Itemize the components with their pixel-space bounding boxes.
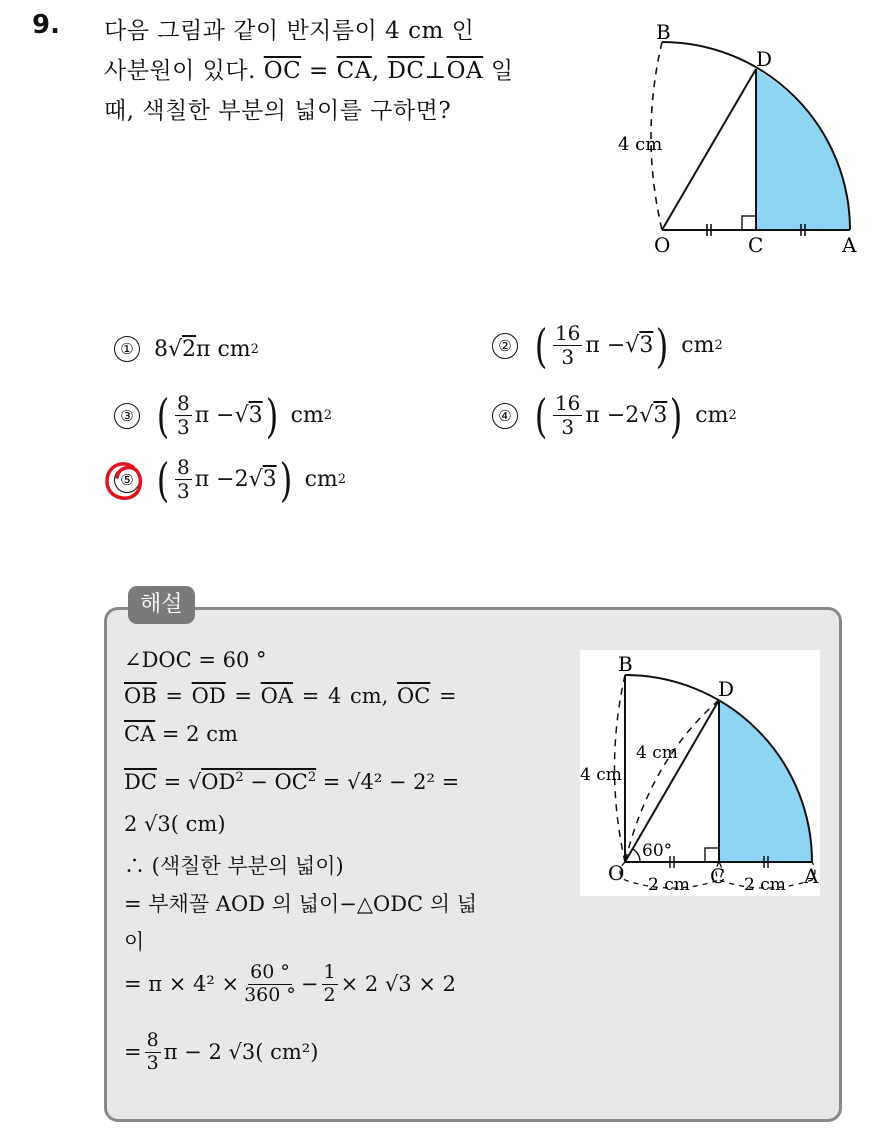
solution-line-8: 이 — [124, 930, 145, 954]
answer-circle-mark — [103, 459, 145, 503]
choice-4[interactable]: ④ ( $\frac{16}{3}$ π − 2 √ 3 ) cm 2 — [492, 392, 737, 439]
solution-line-5: 2 √3( cm) — [124, 812, 226, 836]
sol-label-oc: 2 cm — [648, 875, 690, 895]
choice-1[interactable]: ① 8 √ 2 π cm 2 — [114, 336, 259, 362]
solution-line-10: = $\frac{8}{3}$ π − 2 √3( cm²) — [124, 1029, 319, 1074]
shaded-region — [756, 69, 850, 230]
label-c: C — [748, 233, 764, 257]
sol-label-b: B — [618, 652, 633, 676]
solution-shaded-region — [719, 700, 812, 862]
sol-label-ca: 2 cm — [744, 875, 786, 895]
solution-tag: 해설 — [128, 586, 195, 624]
solution-line-4: $\overline{DC} = √OD^2 - OC^2 = √4^2 - 2^2$ = — [124, 770, 460, 794]
sol-label-o: O — [608, 861, 625, 885]
label-b: B — [656, 20, 671, 44]
solution-line-3: $\overline{CA} = 2$ cm — [124, 722, 238, 746]
solution-line-9: = π × 4² × $\frac{60 ^\circ}{360 ^\circ}$ − $\frac{1}{2}$ × 2 √3 × 2 — [124, 961, 456, 1006]
solution-figure — [580, 650, 820, 896]
solution-line-7: = 부채꼴 AOD 의 넓이−△ODC 의 넓 — [124, 892, 478, 916]
sol-label-radius-diag: 4 cm — [636, 743, 678, 763]
sol-label-c: C — [710, 864, 726, 888]
question-line-3: 때, 색칠한 부분의 넓이를 구하면? — [104, 98, 452, 124]
solution-line-6: ∴ (색칠한 부분의 넓이) — [124, 854, 344, 878]
sol-label-radius-left: 4 cm — [580, 765, 622, 785]
choice-2[interactable]: ② ( $\frac{16}{3}$ π − √ 3 ) cm 2 — [492, 322, 723, 369]
question-line-1: 다음 그림과 같이 반지름이 4 cm 인 — [104, 18, 475, 44]
sol-label-angle: 60° — [642, 841, 673, 861]
question-line-2: 사분원이 있다. $\overline{OC} = \overline{CA}$, $\overline{DC}\perp\overline{OA}$ 일 — [104, 58, 514, 84]
sol-label-a: A — [804, 864, 819, 888]
choice-3[interactable]: ③ ( $\frac{8}{3}$ π − √ 3 ) cm 2 — [114, 392, 332, 439]
solution-line-2: $\overline{OB} = \overline{OD} = \overline{OA} = 4$ cm, $\overline{OC}$ = — [124, 684, 457, 708]
solution-line-1: ∠DOC = 60 ° — [124, 648, 267, 672]
label-radius: 4 cm — [618, 134, 663, 155]
choice-5[interactable]: ⑤ ( $\frac{8}{3}$ π − 2 √ 3 ) cm 2 — [114, 456, 346, 503]
quarter-circle-figure — [610, 18, 870, 263]
label-o: O — [654, 233, 671, 257]
sol-label-d: D — [718, 677, 735, 701]
question-number: 9. — [32, 10, 60, 40]
label-d: D — [756, 47, 773, 71]
label-a: A — [842, 233, 857, 257]
